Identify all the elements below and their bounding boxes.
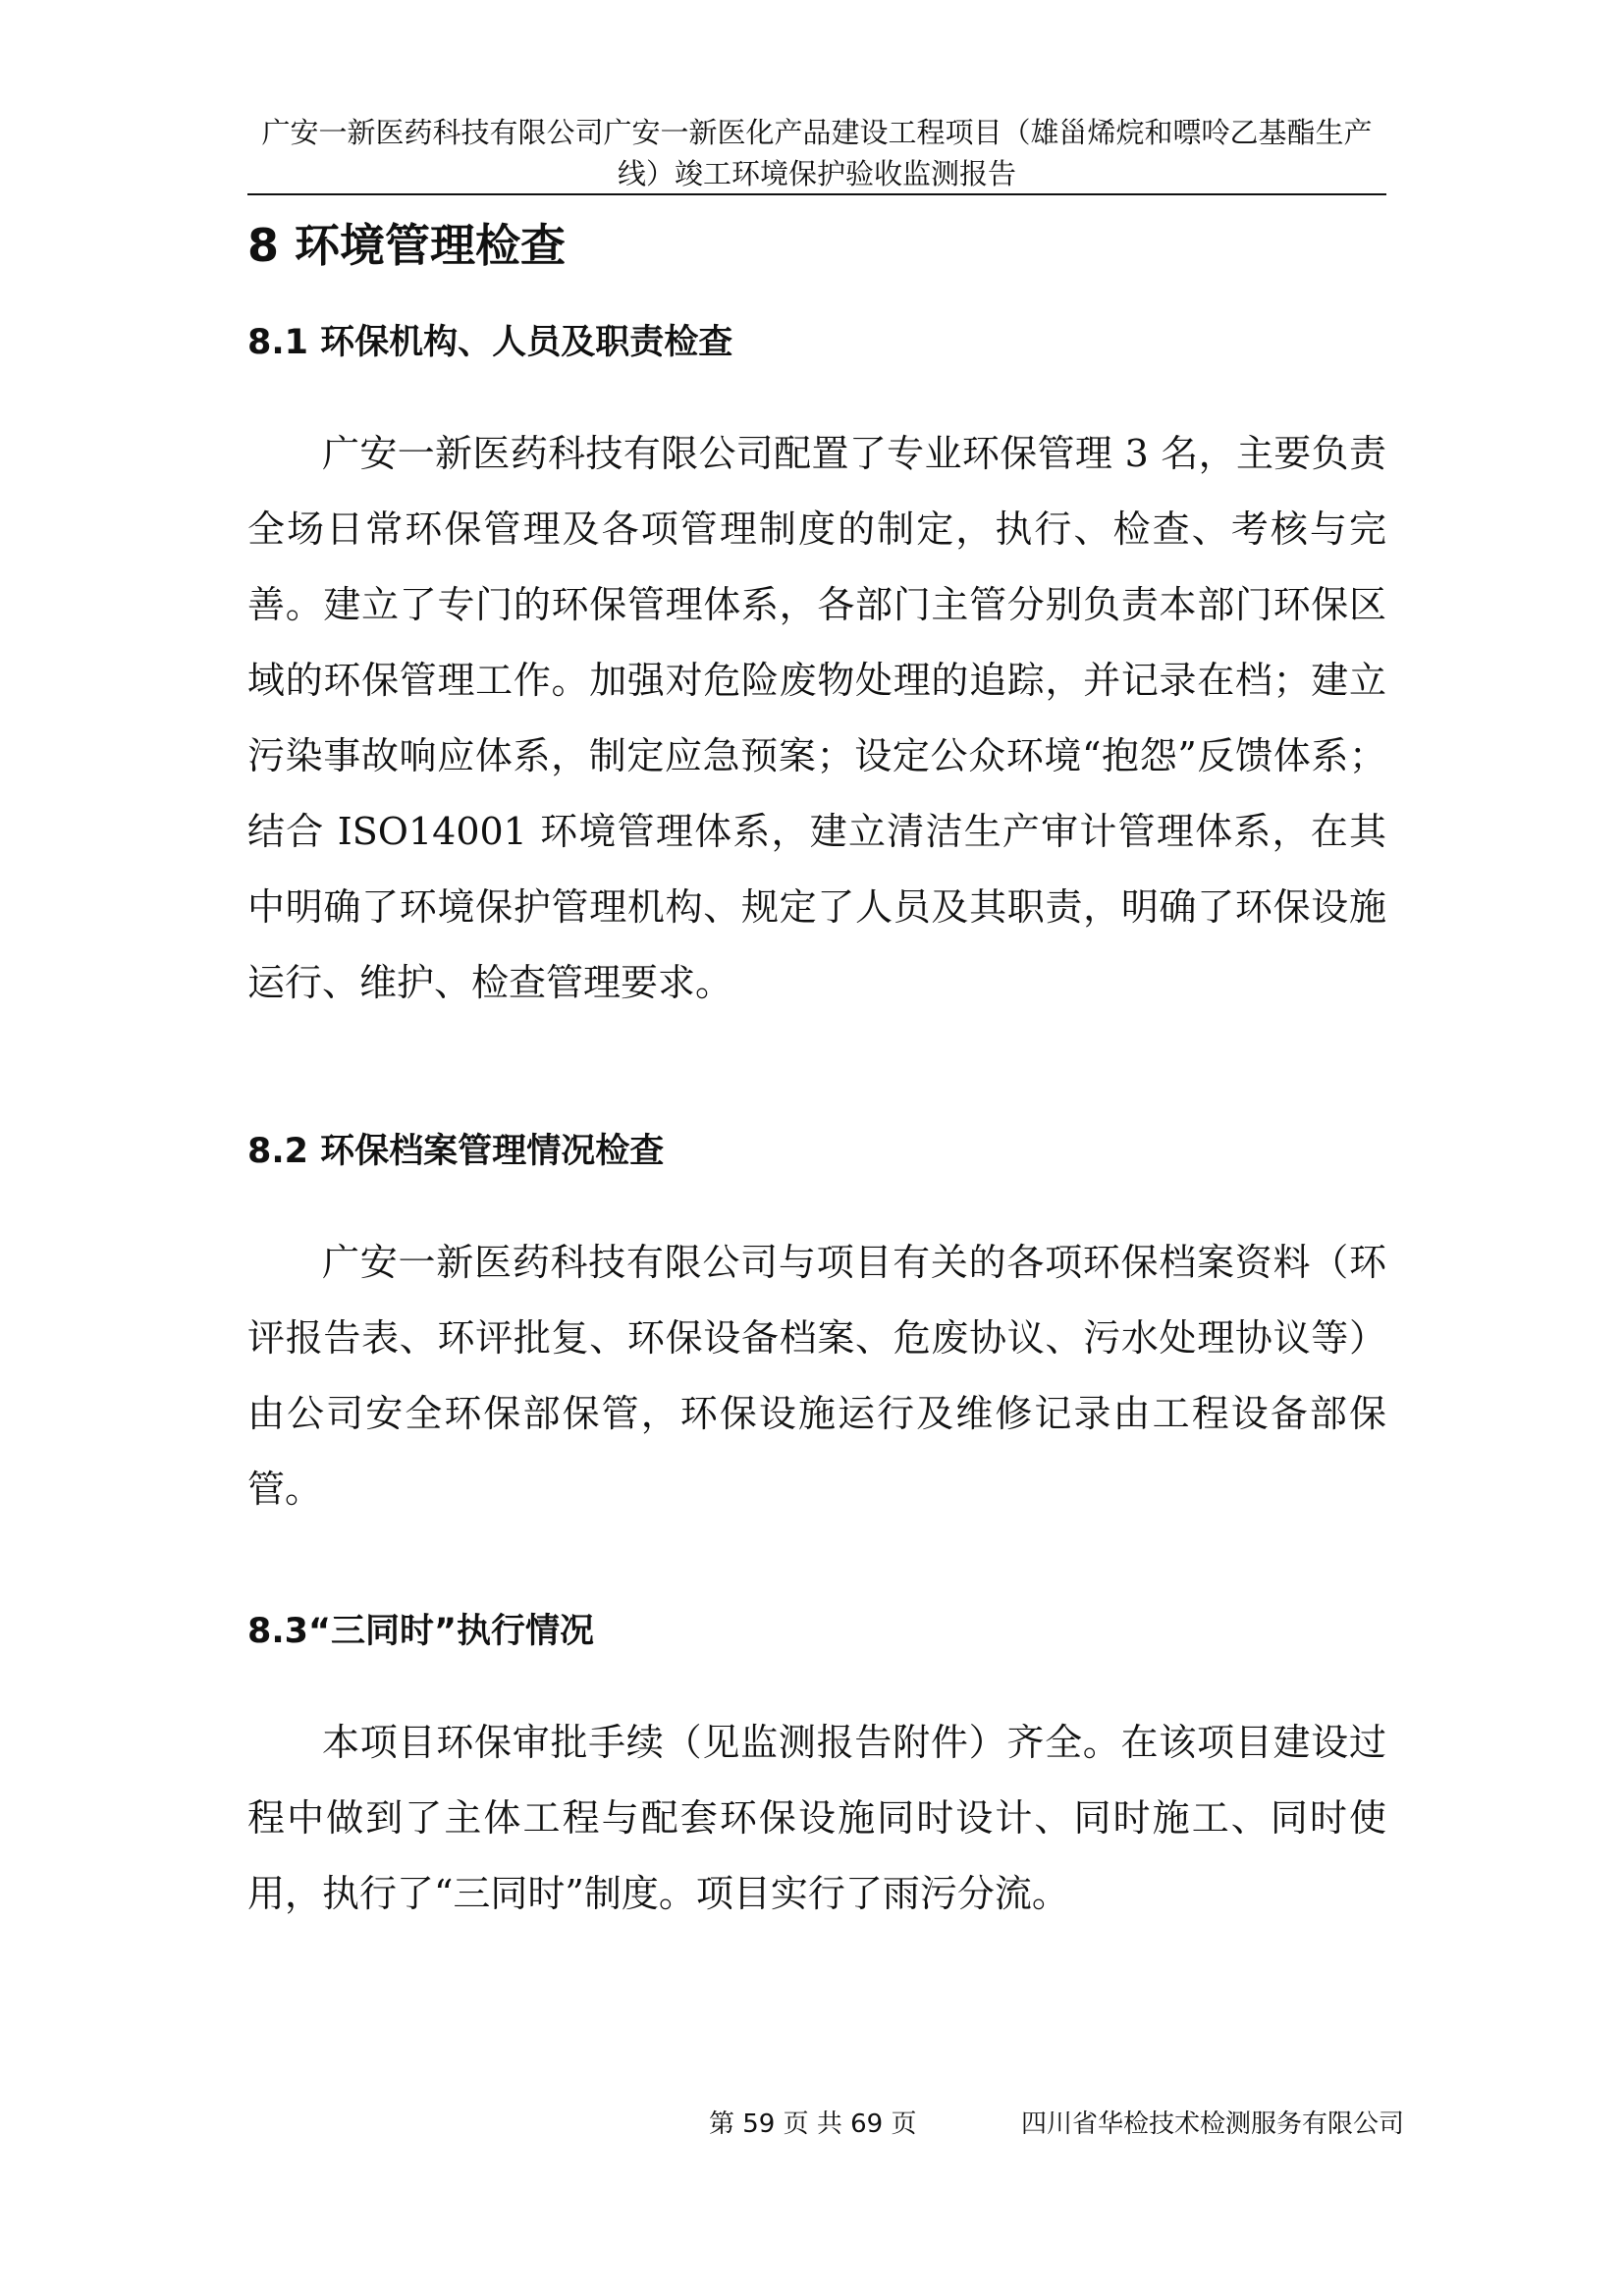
subsection-8-1-paragraph: 广安一新医药科技有限公司配置了专业环保管理 3 名，主要负责全场日常环保管理及各项管理制度的制定，执行、检查、考核与完善。建立了专门的环保管理体系，各部门主管分别负责本部门环保区域的环保管理工作。加强对危险废物处理的追踪，并记录在档；建立污染事故响应体系，制定应急预案；设定公众环境“抱怨”反馈体系；结合 ISO14001 环境管理体系，建立清洁生产审计管理体系，在其中明确了环境保护管理机构、规定了人员及其职责，明确了环保设施运行、维护、检查管理要求。 (247, 432, 1386, 1004)
section-title: 8 环境管理检查 (247, 219, 567, 272)
subsection-8-2-title: 8.2 环保档案管理情况检查 (247, 1132, 665, 1171)
subsection-8-1-title: 8.1 环保机构、人员及职责检查 (247, 323, 733, 362)
subsection-8-2-paragraph: 广安一新医药科技有限公司与项目有关的各项环保档案资料（环评报告表、环评批复、环保设备档案、危废协议、污水处理协议等）由公司安全环保部保管，环保设施运行及维修记录由工程设备部保管。 (247, 1241, 1386, 1511)
footer-company-name: 四川省华检技术检测服务有限公司 (1021, 2109, 1405, 2139)
subsection-8-3-title: 8.3“三同时”执行情况 (247, 1612, 595, 1651)
header-title-line-1: 广安一新医药科技有限公司广安一新医化产品建设工程项目（雄甾烯烷和嘌呤乙基酯生产 (261, 116, 1373, 149)
header-divider (247, 193, 1386, 195)
header-title-line-2: 线）竣工环境保护验收监测报告 (617, 157, 1016, 190)
subsection-8-3-paragraph: 本项目环保审批手续（见监测报告附件）齐全。在该项目建设过程中做到了主体工程与配套环保设施同时设计、同时施工、同时使用，执行了“三同时”制度。项目实行了雨污分流。 (247, 1721, 1386, 1915)
page-number: 第 59 页 共 69 页 (709, 2109, 917, 2139)
page-header (247, 112, 1386, 194)
